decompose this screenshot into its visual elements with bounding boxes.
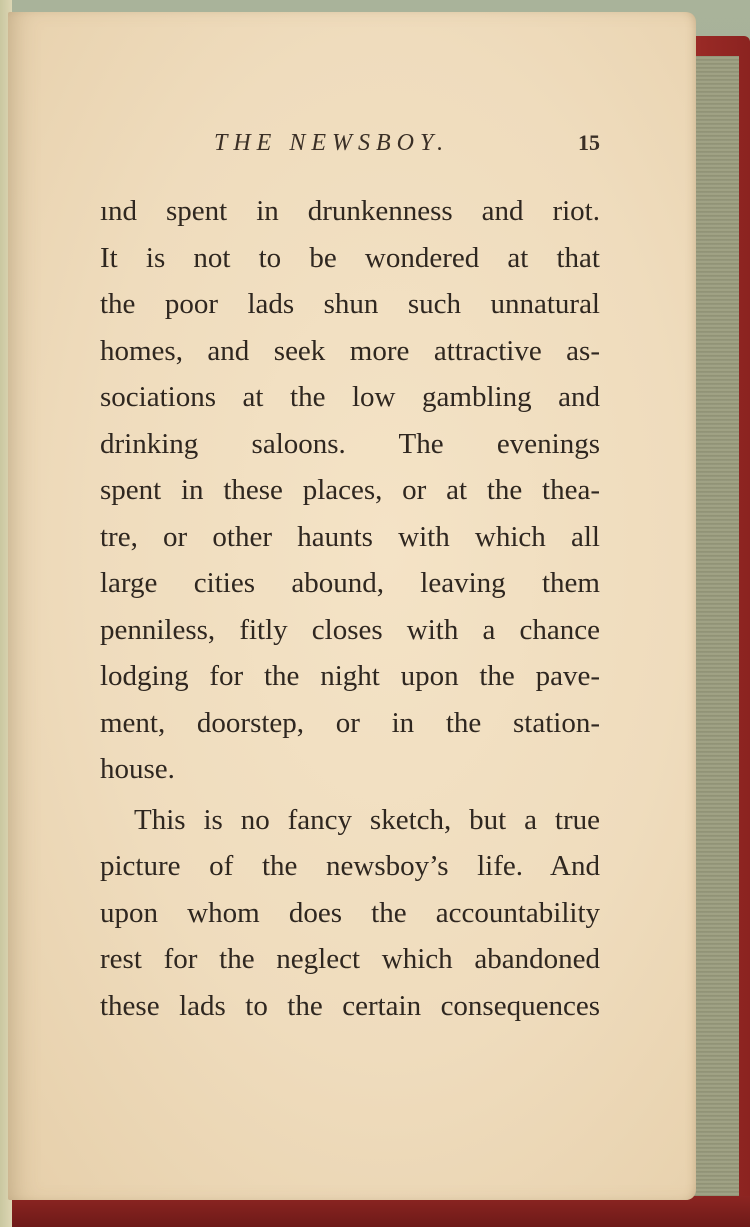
text-line: It is not to be wondered at that: [100, 241, 600, 274]
text-line: lodging for the night upon the pave-: [100, 660, 600, 692]
text-line: upon whom does the accountability: [100, 896, 600, 929]
text-line: penniless, fitly closes with a chance: [100, 613, 600, 646]
text-line: This is no fancy sketch, but a true: [134, 803, 600, 836]
text-line: these lads to the certain consequences: [100, 989, 600, 1022]
page-body-text: [100, 188, 600, 1029]
text-line: ınd spent in drunkenness and riot.: [100, 195, 600, 227]
text-line: sociations at the low gambling and: [100, 381, 600, 413]
running-head: [96, 130, 600, 164]
book-cover-bottom: [0, 1196, 750, 1227]
text-line: spent in these places, or at the thea-: [100, 474, 600, 506]
running-head-title: THE NEWSBOY.: [214, 130, 450, 156]
text-line: rest for the neglect which abandoned: [100, 943, 600, 975]
text-line: ment, doorstep, or in the station-: [100, 706, 600, 739]
page-block-edges: [690, 56, 739, 1201]
text-line: house.: [100, 753, 175, 785]
text-line: homes, and seek more attractive as-: [100, 334, 600, 367]
text-line: the poor lads shun such unnatural: [100, 288, 600, 320]
text-line: picture of the newsboy’s life. And: [100, 850, 600, 882]
text-line: drinking saloons. The evenings: [100, 427, 600, 460]
page-number: 15: [578, 130, 600, 155]
text-line: large cities abound, leaving them: [100, 567, 600, 599]
text-line: tre, or other haunts with which all: [100, 520, 600, 553]
